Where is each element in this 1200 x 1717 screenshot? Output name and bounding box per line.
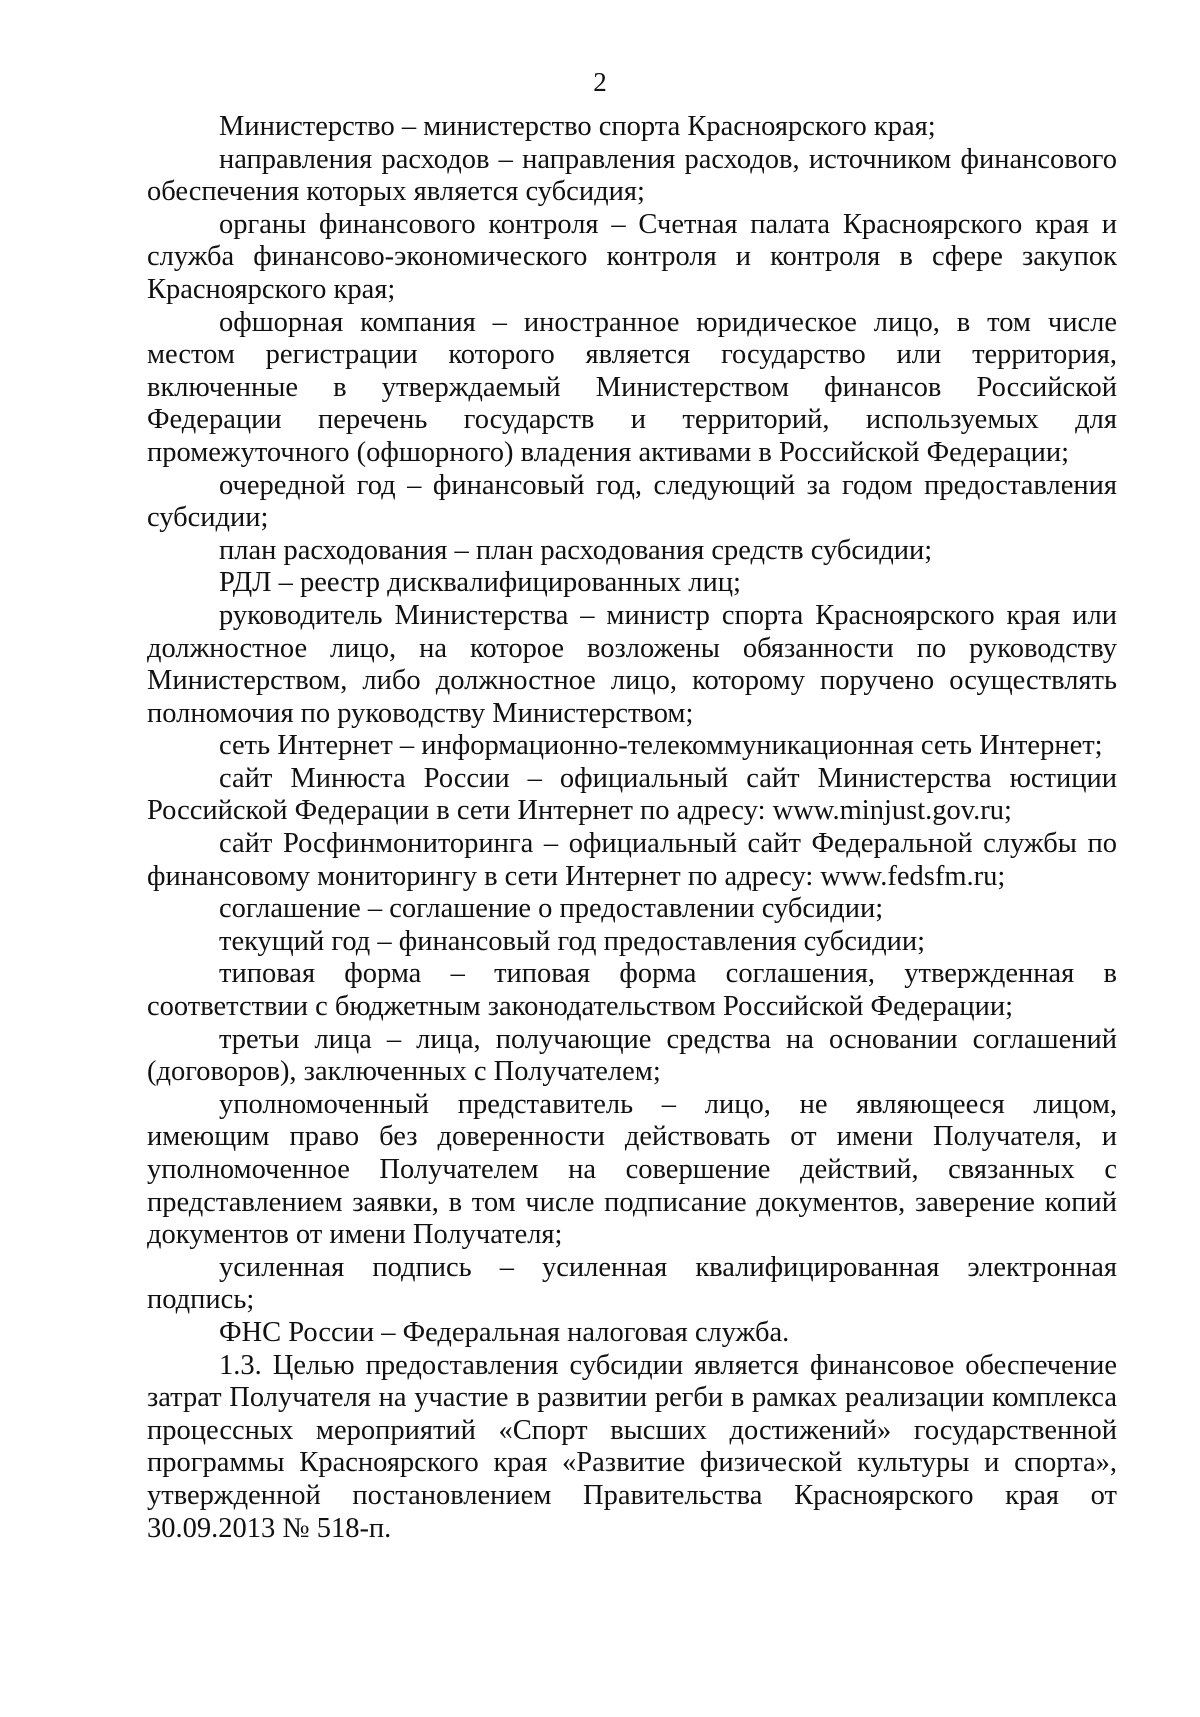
page-number: 2 <box>593 67 607 97</box>
definition-ministry-head: руководитель Министерства – министр спорта Красноярского края или должностное лицо, на которое возложены обязанности по руководству Министерством, либо должностное лицо, которому поручено осуществлять полномочия по руководству Министерством; <box>147 599 1117 729</box>
definition-financial-control-bodies: органы финансового контроля – Счетная палата Красноярского края и служба финансово-экономического контроля и контроля в сфере закупок Красноярского края; <box>147 208 1117 305</box>
definition-agreement: соглашение – соглашение о предоставлении субсидии; <box>219 893 884 925</box>
definition-fns: ФНС России – Федеральная налоговая служба. <box>219 1316 790 1348</box>
document-body <box>147 111 1117 1545</box>
definition-internet: сеть Интернет – информационно-телекоммуникационная сеть Интернет; <box>219 730 1103 762</box>
definition-offshore-company: офшорная компания – иностранное юридическое лицо, в том числе местом регистрации которого является государство или территория, включенные в утверждаемый Министерством финансов Российской Федерации перечень государств и территорий, используемых для промежуточного (офшорного) владения активами в Российской Федерации; <box>147 306 1117 468</box>
definition-qualified-signature: усиленная подпись – усиленная квалифицированная электронная подпись; <box>147 1251 1117 1316</box>
definition-minjust-site: сайт Минюста России – официальный сайт Министерства юстиции Российской Федерации в сети Интернет по адресу: www.minjust.gov.ru; <box>147 762 1117 827</box>
clause-1-3: 1.3. Целью предоставления субсидии является финансовое обеспечение затрат Получателя на участие в развитии регби в рамках реализации комплекса процессных мероприятий «Спорт высших достижений» государственной программы Красноярского края «Развитие физической культуры и спорта», утвержденной постановлением Правительства Красноярского края от 30.09.2013 № 518-п. <box>147 1349 1117 1544</box>
definition-spending-plan: план расходования – план расходования средств субсидии; <box>219 534 933 566</box>
definition-standard-form: типовая форма – типовая форма соглашения, утвержденная в соответствии с бюджетным законодательством Российской Федерации; <box>147 958 1117 1023</box>
definition-next-year: очередной год – финансовый год, следующий за годом предоставления субсидии; <box>147 469 1117 534</box>
definition-current-year: текущий год – финансовый год предоставления субсидии; <box>219 925 926 957</box>
definition-expense-directions: направления расходов – направления расходов, источником финансового обеспечения которых является субсидия; <box>147 143 1117 208</box>
definition-rosfinmonitoring-site: сайт Росфинмониторинга – официальный сайт Федеральной службы по финансовому мониторингу в сети Интернет по адресу: www.fedsfm.ru; <box>147 828 1117 892</box>
definition-authorized-representative: уполномоченный представитель – лицо, не являющееся лицом, имеющим право без доверенности действовать от имени Получателя, и уполномоченное Получателем на совершение действий, связанных с представлением заявки, в том числе подписание документов, заверение копий документов от имени Получателя; <box>147 1088 1117 1251</box>
definition-ministry: Министерство – министерство спорта Красноярского края; <box>219 111 936 142</box>
definition-rdl: РДЛ – реестр дисквалифицированных лиц; <box>219 567 741 599</box>
definition-third-parties: третьи лица – лица, получающие средства на основании соглашений (договоров), заключенных с Получателем; <box>147 1023 1117 1088</box>
